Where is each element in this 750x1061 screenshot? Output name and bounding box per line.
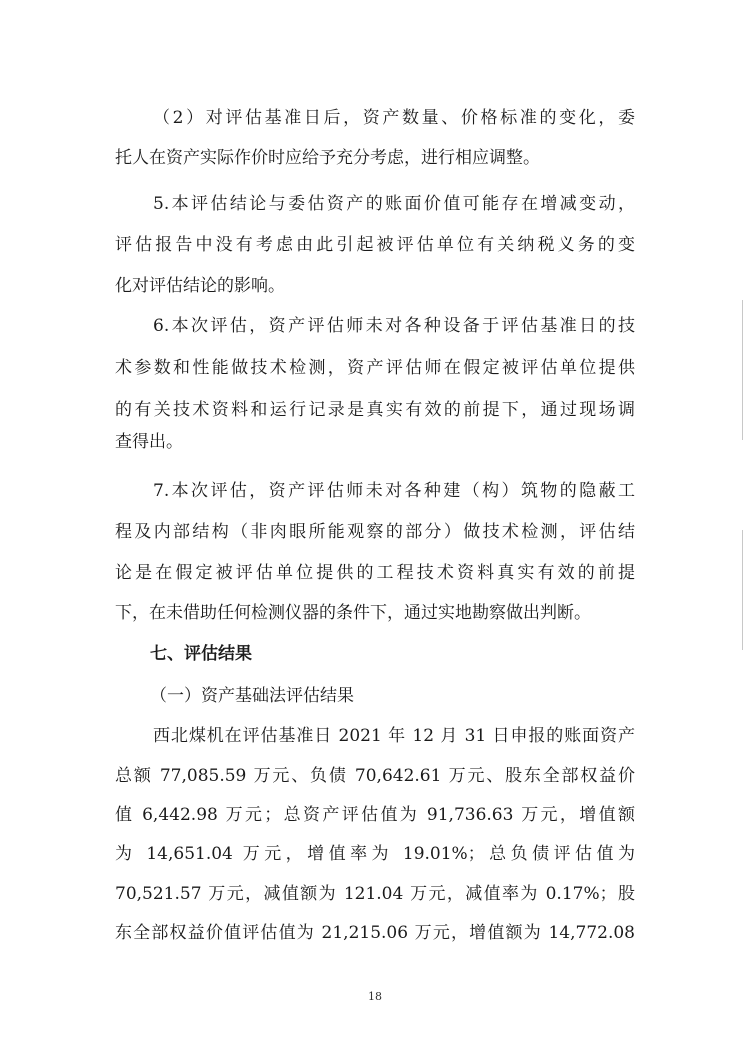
paragraph-line: 值 6,442.98 万元；总资产评估值为 91,736.63 万元，增值额 <box>115 805 635 825</box>
subsection-heading: （一）资产基础法评估结果 <box>150 686 354 706</box>
paragraph-line: 评估报告中没有考虑由此引起被评估单位有关纳税义务的变 <box>115 235 635 255</box>
scan-edge-mark <box>742 300 743 440</box>
page-number: 18 <box>368 990 382 1003</box>
paragraph-line: 总额 77,085.59 万元、负债 70,642.61 万元、股东全部权益价 <box>115 766 635 786</box>
paragraph-line: 东全部权益价值评估值为 21,215.06 万元，增值额为 14,772.08 <box>115 923 635 943</box>
paragraph-line: 70,521.57 万元，减值额为 121.04 万元，减值率为 0.17%；股 <box>115 884 635 904</box>
paragraph-line: （2）对评估基准日后，资产数量、价格标准的变化，委 <box>153 108 635 128</box>
paragraph-line: 的有关技术资料和运行记录是真实有效的前提下，通过现场调 <box>115 400 635 420</box>
paragraph-line: 西北煤机在评估基准日 2021 年 12 月 31 日申报的账面资产 <box>153 726 635 746</box>
scan-edge-mark <box>742 530 743 650</box>
paragraph-line: 7.本次评估，资产评估师未对各种建（构）筑物的隐蔽工 <box>153 481 635 501</box>
paragraph-line: 术参数和性能做技术检测，资产评估师在假定被评估单位提供 <box>115 358 635 378</box>
paragraph-line: 6.本次评估，资产评估师未对各种设备于评估基准日的技 <box>153 316 635 336</box>
paragraph-line: 为 14,651.04 万元，增值率为 19.01%；总负债评估值为 <box>115 844 635 864</box>
paragraph-line: 化对评估结论的影响。 <box>115 276 285 296</box>
paragraph-line: 下，在未借助任何检测仪器的条件下，通过实地勘察做出判断。 <box>115 603 591 623</box>
paragraph-line: 托人在资产实际作价时应给予充分考虑，进行相应调整。 <box>115 148 540 168</box>
paragraph-line: 5.本评估结论与委估资产的账面价值可能存在增减变动， <box>153 194 635 214</box>
section-heading: 七、评估结果 <box>150 644 252 664</box>
paragraph-line: 论是在假定被评估单位提供的工程技术资料真实有效的前提 <box>115 563 635 583</box>
paragraph-line: 程及内部结构（非肉眼所能观察的部分）做技术检测，评估结 <box>115 522 635 542</box>
paragraph-line: 查得出。 <box>115 432 183 452</box>
